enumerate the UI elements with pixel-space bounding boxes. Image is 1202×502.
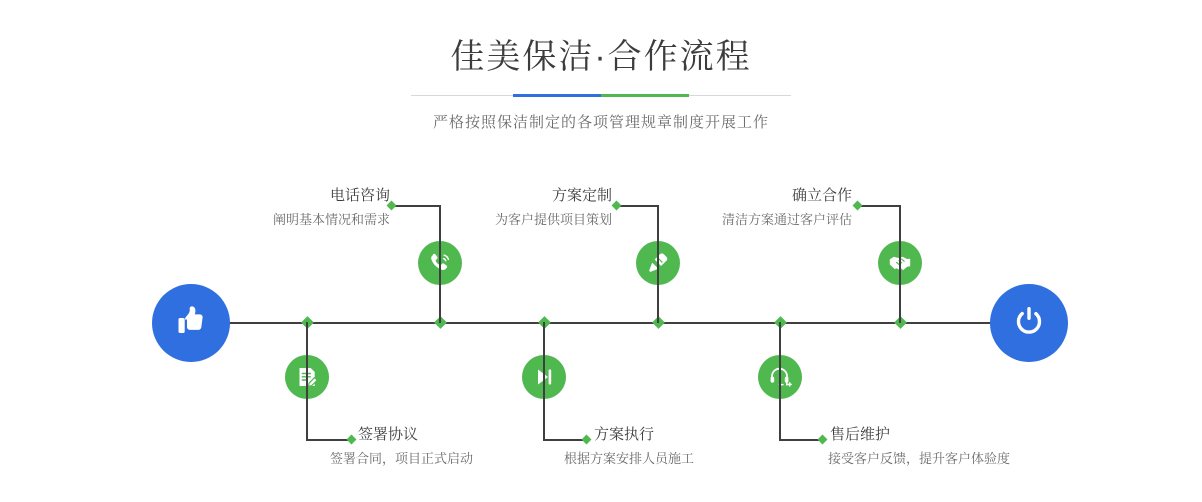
step-1-connector-vertical — [439, 205, 441, 323]
step-2-desc: 签署合同，项目正式启动 — [330, 451, 474, 466]
step-6-connector-horizontal — [779, 439, 821, 441]
step-5-label — [700, 186, 852, 230]
start-endpoint — [152, 284, 230, 362]
step-4-label — [564, 425, 695, 469]
step-3-tick — [612, 201, 622, 211]
title-divider — [411, 94, 791, 97]
step-2-tick — [347, 435, 357, 445]
diagram-header — [0, 34, 1202, 132]
step-3-label — [462, 186, 612, 230]
step-5-connector-vertical — [899, 205, 901, 323]
step-2-label — [330, 425, 474, 469]
page-title: 佳美保洁·合作流程 — [450, 38, 752, 76]
thumbs-up-icon — [171, 301, 211, 346]
step-6-connector-vertical — [779, 322, 781, 440]
step-6-tick — [818, 435, 828, 445]
step-5-desc: 清洁方案通过客户评估 — [721, 212, 852, 227]
step-6-title: 售后维护 — [830, 426, 891, 443]
step-4-connector-horizontal — [543, 439, 585, 441]
step-2-connector-horizontal — [306, 439, 350, 441]
step-3-connector-vertical — [657, 205, 659, 323]
step-4-connector-vertical — [543, 322, 545, 440]
step-3-desc: 为客户提供项目策划 — [494, 212, 612, 227]
step-3-connector-horizontal — [617, 205, 659, 207]
step-2-title: 签署协议 — [358, 426, 419, 443]
step-1-title: 电话咨询 — [329, 187, 390, 204]
step-4-tick — [582, 435, 592, 445]
step-5-title: 确立合作 — [791, 187, 852, 204]
end-endpoint — [990, 284, 1068, 362]
step-5-tick — [853, 201, 863, 211]
step-1-desc: 阐明基本情况和需求 — [272, 212, 390, 227]
step-1-label — [255, 186, 390, 230]
step-5-connector-horizontal — [858, 205, 901, 207]
step-6-desc: 接受客户反馈，提升客户体验度 — [828, 451, 1011, 466]
step-4-desc: 根据方案安排人员施工 — [564, 451, 695, 466]
power-icon — [1009, 301, 1049, 346]
step-1-connector-horizontal — [392, 205, 441, 207]
step-2-connector-vertical — [306, 322, 308, 440]
step-4-title: 方案执行 — [594, 426, 655, 443]
step-6-label — [830, 425, 1010, 469]
divider-green-segment — [601, 94, 689, 97]
page-subtitle: 严格按照保洁制定的各项管理规章制度开展工作 — [432, 114, 769, 131]
step-3-title: 方案定制 — [551, 187, 612, 204]
divider-blue-segment — [513, 94, 601, 97]
